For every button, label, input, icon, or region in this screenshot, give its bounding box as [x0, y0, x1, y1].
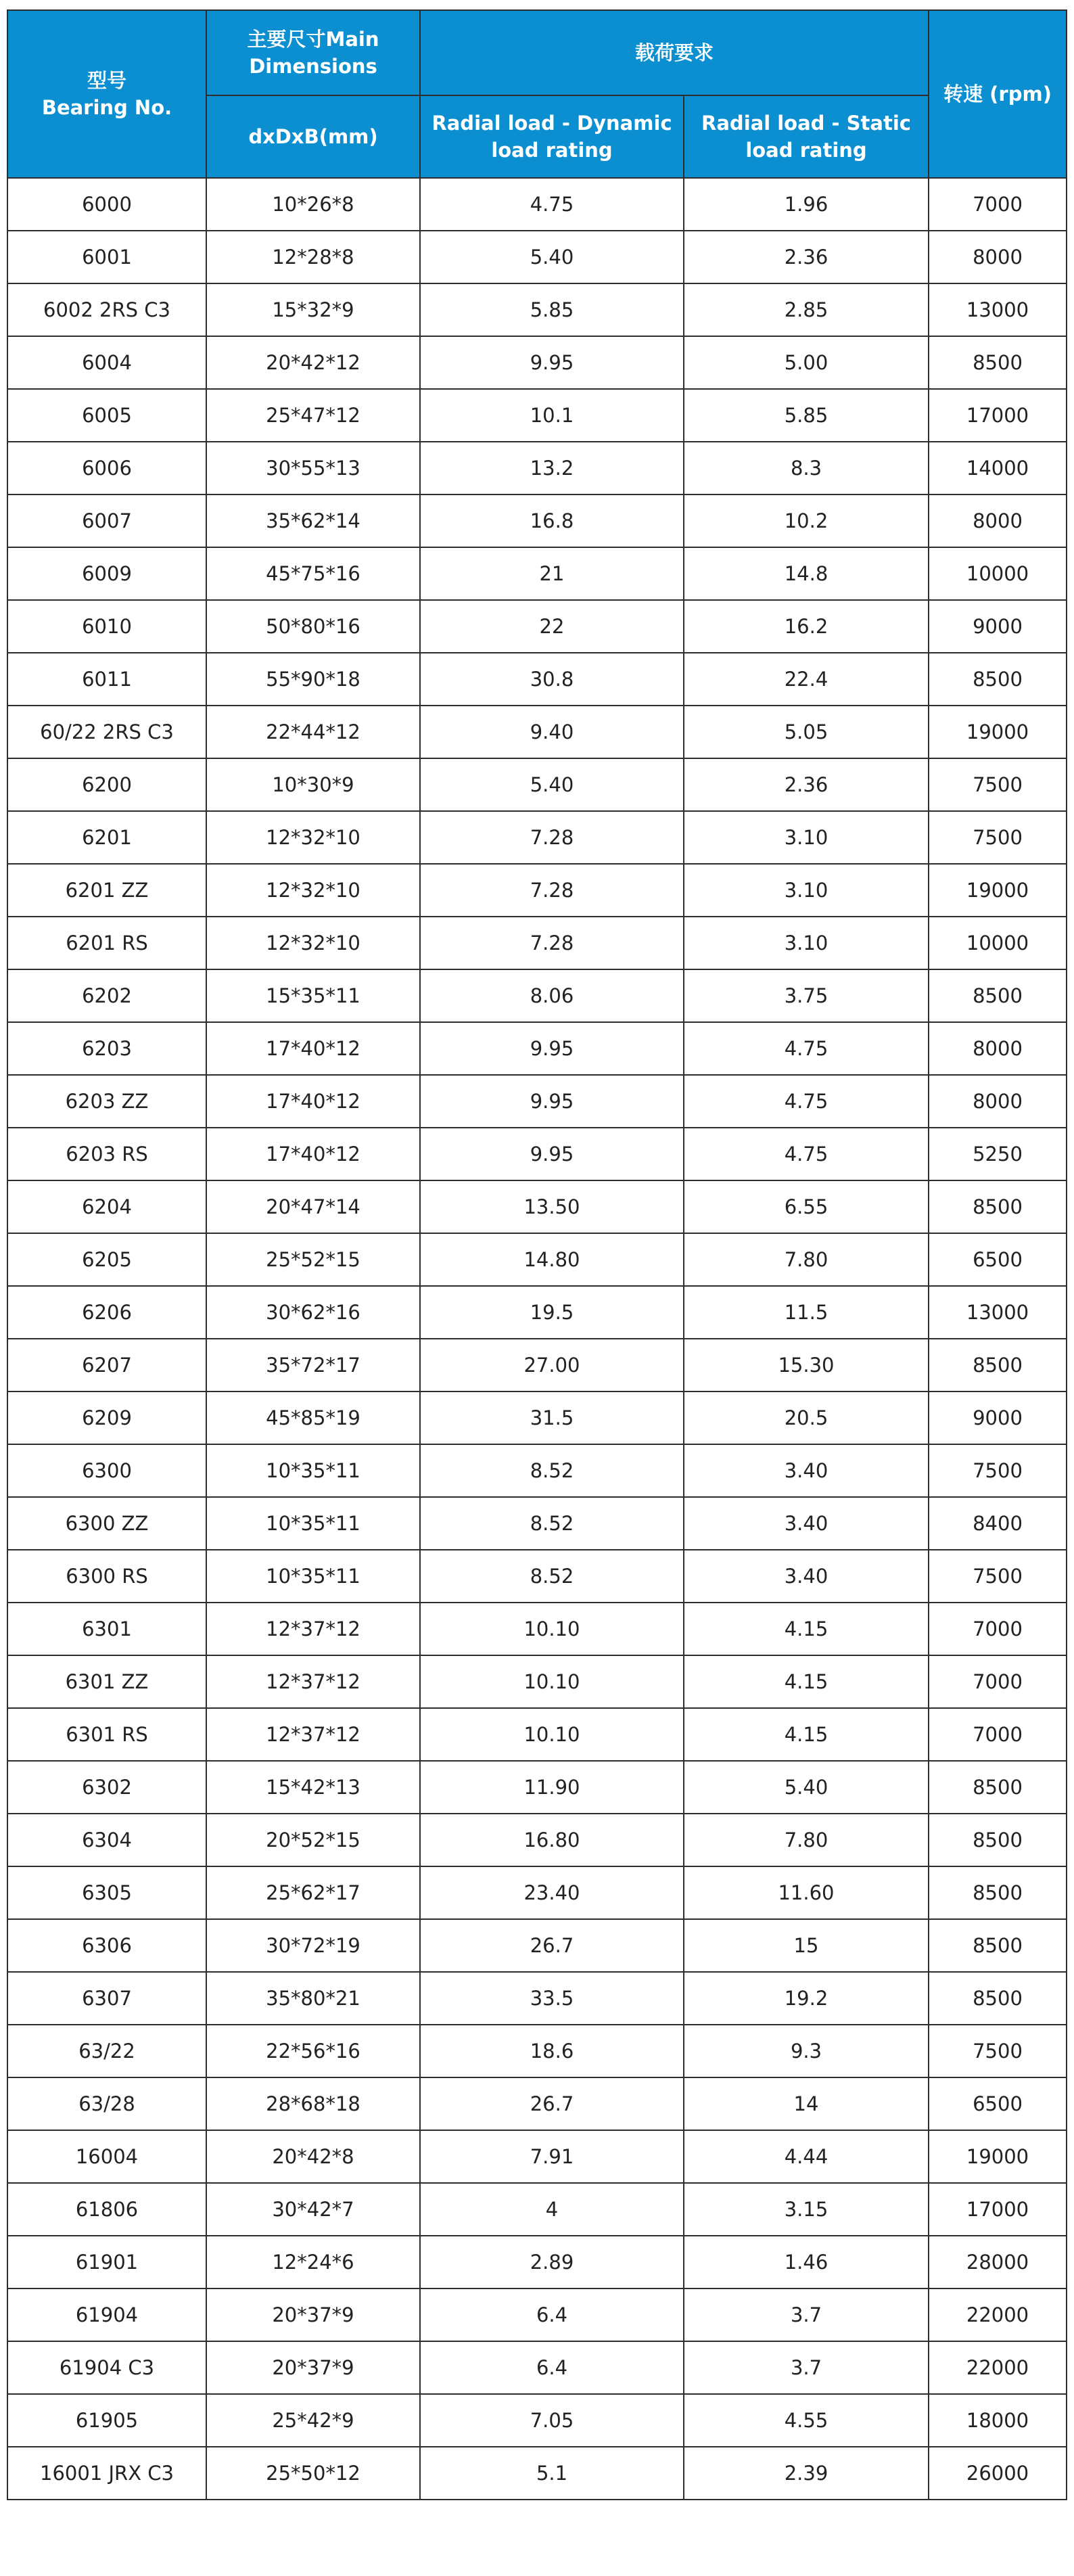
bearing-no-cell: 61904: [7, 2288, 206, 2341]
bearing-no-cell: 6204: [7, 1180, 206, 1233]
dynamic-load-cell: 7.91: [420, 2130, 684, 2183]
dimensions-cell: 30*62*16: [206, 1286, 420, 1339]
dimensions-cell: 12*37*12: [206, 1708, 420, 1761]
bearing-no-cell: 6201 RS: [7, 917, 206, 969]
dynamic-load-cell: 5.40: [420, 231, 684, 283]
bearing-no-cell: 6202: [7, 969, 206, 1022]
static-load-header: [684, 95, 929, 178]
dynamic-load-header: [420, 95, 684, 178]
table-row: [7, 1919, 1067, 1972]
bearing-no-cell: 6007: [7, 495, 206, 547]
table-row: [7, 811, 1067, 864]
dimensions-cell: 12*32*10: [206, 864, 420, 917]
dynamic-load-cell: 9.95: [420, 1022, 684, 1075]
speed-cell: 8500: [929, 1761, 1067, 1814]
bearing-no-cell: 16001 JRX C3: [7, 2447, 206, 2500]
table-row: [7, 2394, 1067, 2447]
dimensions-header-line1: 主要尺寸Main: [247, 28, 379, 51]
dimensions-header: [206, 10, 420, 95]
static-load-cell: 3.7: [684, 2288, 929, 2341]
table-row: [7, 2130, 1067, 2183]
dimensions-cell: 12*28*8: [206, 231, 420, 283]
speed-cell: 14000: [929, 442, 1067, 495]
bearing-no-cell: 6305: [7, 1866, 206, 1919]
bearing-no-cell: 6301 ZZ: [7, 1655, 206, 1708]
dynamic-load-cell: 11.90: [420, 1761, 684, 1814]
dimensions-cell: 35*80*21: [206, 1972, 420, 2025]
speed-cell: 8000: [929, 495, 1067, 547]
bearing-no-cell: 63/28: [7, 2077, 206, 2130]
static-load-cell: 3.10: [684, 917, 929, 969]
table-row: [7, 547, 1067, 600]
dynamic-load-cell: 26.7: [420, 1919, 684, 1972]
speed-cell: 8500: [929, 1814, 1067, 1866]
bearing-no-cell: 6201: [7, 811, 206, 864]
static-load-cell: 8.3: [684, 442, 929, 495]
bearing-no-cell: 6206: [7, 1286, 206, 1339]
speed-cell: 8500: [929, 653, 1067, 706]
dynamic-load-cell: 5.40: [420, 758, 684, 811]
bearing-no-cell: 61901: [7, 2236, 206, 2288]
table-row: [7, 1233, 1067, 1286]
speed-cell: 7500: [929, 2025, 1067, 2077]
dimensions-cell: 20*52*15: [206, 1814, 420, 1866]
static-load-cell: 5.85: [684, 389, 929, 442]
speed-cell: 19000: [929, 2130, 1067, 2183]
speed-cell: 8500: [929, 1919, 1067, 1972]
table-row: [7, 1444, 1067, 1497]
table-row: [7, 1866, 1067, 1919]
static-load-cell: 14.8: [684, 547, 929, 600]
dimensions-cell: 17*40*12: [206, 1128, 420, 1180]
dimensions-cell: 25*42*9: [206, 2394, 420, 2447]
bearing-no-cell: 6001: [7, 231, 206, 283]
bearing-no-cell: 6205: [7, 1233, 206, 1286]
table-row: [7, 1128, 1067, 1180]
dimensions-cell: 22*56*16: [206, 2025, 420, 2077]
table-row: [7, 1655, 1067, 1708]
dynamic-load-header-line2: load rating: [491, 139, 613, 162]
dynamic-load-cell: 30.8: [420, 653, 684, 706]
dimensions-cell: 10*35*11: [206, 1550, 420, 1603]
static-load-cell: 3.40: [684, 1444, 929, 1497]
static-load-cell: 11.60: [684, 1866, 929, 1919]
static-load-cell: 2.36: [684, 758, 929, 811]
speed-cell: 7500: [929, 758, 1067, 811]
dynamic-load-cell: 9.95: [420, 1128, 684, 1180]
static-load-cell: 3.40: [684, 1550, 929, 1603]
dimensions-cell: 30*55*13: [206, 442, 420, 495]
dynamic-load-cell: 9.95: [420, 1075, 684, 1128]
speed-cell: 5250: [929, 1128, 1067, 1180]
dynamic-load-cell: 8.06: [420, 969, 684, 1022]
speed-cell: 6500: [929, 1233, 1067, 1286]
table-row: [7, 2236, 1067, 2288]
dimensions-subheader: dxDxB(mm): [206, 95, 420, 178]
bearing-no-cell: 16004: [7, 2130, 206, 2183]
table-row: [7, 706, 1067, 758]
speed-cell: 18000: [929, 2394, 1067, 2447]
static-load-cell: 9.3: [684, 2025, 929, 2077]
dynamic-load-cell: 10.10: [420, 1655, 684, 1708]
bearing-no-cell: 6201 ZZ: [7, 864, 206, 917]
static-load-cell: 3.10: [684, 864, 929, 917]
bearing-no-cell: 6304: [7, 1814, 206, 1866]
load-requirements-header: 载荷要求: [420, 10, 929, 95]
bearing-no-cell: 6005: [7, 389, 206, 442]
dynamic-load-cell: 6.4: [420, 2341, 684, 2394]
dimensions-cell: 12*37*12: [206, 1655, 420, 1708]
dimensions-cell: 10*35*11: [206, 1497, 420, 1550]
bearing-no-cell: 6300: [7, 1444, 206, 1497]
static-load-cell: 7.80: [684, 1814, 929, 1866]
static-load-cell: 16.2: [684, 600, 929, 653]
dimensions-cell: 17*40*12: [206, 1022, 420, 1075]
dynamic-load-cell: 4: [420, 2183, 684, 2236]
static-load-header-line2: load rating: [745, 139, 867, 162]
dimensions-header-line2: Dimensions: [249, 55, 377, 78]
table-row: [7, 1075, 1067, 1128]
table-row: [7, 864, 1067, 917]
table-row: [7, 1550, 1067, 1603]
static-load-cell: 10.2: [684, 495, 929, 547]
speed-cell: 17000: [929, 2183, 1067, 2236]
speed-cell: 7000: [929, 178, 1067, 231]
speed-cell: 7000: [929, 1655, 1067, 1708]
dimensions-cell: 45*75*16: [206, 547, 420, 600]
speed-cell: 8000: [929, 1075, 1067, 1128]
bearing-no-cell: 6200: [7, 758, 206, 811]
table-row: [7, 231, 1067, 283]
static-load-cell: 5.05: [684, 706, 929, 758]
bearing-no-cell: 6300 RS: [7, 1550, 206, 1603]
dynamic-load-cell: 9.95: [420, 336, 684, 389]
static-load-cell: 15: [684, 1919, 929, 1972]
dynamic-load-cell: 22: [420, 600, 684, 653]
dynamic-load-cell: 7.28: [420, 917, 684, 969]
dimensions-cell: 25*62*17: [206, 1866, 420, 1919]
table-row: [7, 1708, 1067, 1761]
static-load-cell: 4.75: [684, 1022, 929, 1075]
speed-cell: 8400: [929, 1497, 1067, 1550]
speed-cell: 22000: [929, 2341, 1067, 2394]
static-load-cell: 4.75: [684, 1128, 929, 1180]
dimensions-cell: 45*85*19: [206, 1392, 420, 1444]
speed-cell: 9000: [929, 600, 1067, 653]
table-row: [7, 758, 1067, 811]
dimensions-cell: 20*37*9: [206, 2341, 420, 2394]
table-row: [7, 1603, 1067, 1655]
dynamic-load-cell: 7.28: [420, 811, 684, 864]
static-load-cell: 20.5: [684, 1392, 929, 1444]
speed-cell: 8500: [929, 1339, 1067, 1392]
bearing-no-cell: 6203 ZZ: [7, 1075, 206, 1128]
dynamic-load-cell: 4.75: [420, 178, 684, 231]
dynamic-load-cell: 13.2: [420, 442, 684, 495]
table-row: [7, 1392, 1067, 1444]
table-row: [7, 1180, 1067, 1233]
dimensions-cell: 25*47*12: [206, 389, 420, 442]
header-row-top: [7, 10, 1067, 95]
speed-cell: 28000: [929, 2236, 1067, 2288]
static-load-cell: 22.4: [684, 653, 929, 706]
bearing-no-header-en: Bearing No.: [41, 96, 172, 119]
dimensions-cell: 25*50*12: [206, 2447, 420, 2500]
bearing-no-cell: 6203 RS: [7, 1128, 206, 1180]
speed-header: 转速 (rpm): [929, 10, 1067, 178]
dimensions-cell: 30*42*7: [206, 2183, 420, 2236]
bearing-no-cell: 6207: [7, 1339, 206, 1392]
table-row: [7, 969, 1067, 1022]
table-row: [7, 1339, 1067, 1392]
bearing-no-cell: 6307: [7, 1972, 206, 2025]
speed-cell: 13000: [929, 283, 1067, 336]
table-row: [7, 336, 1067, 389]
table-row: [7, 1814, 1067, 1866]
static-load-cell: 4.44: [684, 2130, 929, 2183]
bearing-no-cell: 60/22 2RS C3: [7, 706, 206, 758]
dynamic-load-cell: 9.40: [420, 706, 684, 758]
dimensions-cell: 20*42*8: [206, 2130, 420, 2183]
bearing-no-header: [7, 10, 206, 178]
dimensions-cell: 35*62*14: [206, 495, 420, 547]
static-load-cell: 4.15: [684, 1655, 929, 1708]
static-load-cell: 7.80: [684, 1233, 929, 1286]
bearing-no-cell: 6300 ZZ: [7, 1497, 206, 1550]
static-load-cell: 5.00: [684, 336, 929, 389]
table-row: [7, 2341, 1067, 2394]
dimensions-cell: 30*72*19: [206, 1919, 420, 1972]
dimensions-cell: 17*40*12: [206, 1075, 420, 1128]
dimensions-cell: 22*44*12: [206, 706, 420, 758]
static-load-cell: 19.2: [684, 1972, 929, 2025]
static-load-cell: 4.75: [684, 1075, 929, 1128]
static-load-cell: 4.15: [684, 1603, 929, 1655]
static-load-cell: 3.40: [684, 1497, 929, 1550]
static-load-cell: 3.15: [684, 2183, 929, 2236]
speed-cell: 17000: [929, 389, 1067, 442]
dynamic-load-cell: 8.52: [420, 1444, 684, 1497]
table-row: [7, 2447, 1067, 2500]
table-row: [7, 1761, 1067, 1814]
dimensions-cell: 35*72*17: [206, 1339, 420, 1392]
table-row: [7, 1497, 1067, 1550]
dynamic-load-cell: 18.6: [420, 2025, 684, 2077]
bearing-no-cell: 6011: [7, 653, 206, 706]
speed-cell: 7000: [929, 1708, 1067, 1761]
dynamic-load-cell: 10.10: [420, 1708, 684, 1761]
speed-cell: 13000: [929, 1286, 1067, 1339]
bearing-no-cell: 6006: [7, 442, 206, 495]
dynamic-load-cell: 7.28: [420, 864, 684, 917]
static-load-header-line1: Radial load - Static: [701, 112, 911, 135]
table-row: [7, 600, 1067, 653]
dimensions-cell: 12*24*6: [206, 2236, 420, 2288]
table-row: [7, 389, 1067, 442]
dimensions-cell: 28*68*18: [206, 2077, 420, 2130]
table-row: [7, 1286, 1067, 1339]
dynamic-load-cell: 14.80: [420, 1233, 684, 1286]
bearing-no-cell: 63/22: [7, 2025, 206, 2077]
speed-cell: 8500: [929, 1180, 1067, 1233]
dynamic-load-cell: 16.8: [420, 495, 684, 547]
table-row: [7, 2077, 1067, 2130]
speed-cell: 8500: [929, 1972, 1067, 2025]
static-load-cell: 5.40: [684, 1761, 929, 1814]
bearing-no-cell: 61806: [7, 2183, 206, 2236]
dynamic-load-cell: 6.4: [420, 2288, 684, 2341]
dimensions-cell: 10*26*8: [206, 178, 420, 231]
dynamic-load-cell: 5.85: [420, 283, 684, 336]
static-load-cell: 14: [684, 2077, 929, 2130]
dynamic-load-cell: 27.00: [420, 1339, 684, 1392]
speed-cell: 10000: [929, 547, 1067, 600]
dynamic-load-cell: 21: [420, 547, 684, 600]
dimensions-cell: 12*32*10: [206, 917, 420, 969]
speed-cell: 8000: [929, 231, 1067, 283]
table-row: [7, 178, 1067, 231]
speed-cell: 22000: [929, 2288, 1067, 2341]
dimensions-cell: 15*42*13: [206, 1761, 420, 1814]
static-load-cell: 3.10: [684, 811, 929, 864]
speed-cell: 8500: [929, 336, 1067, 389]
dimensions-cell: 50*80*16: [206, 600, 420, 653]
dimensions-cell: 20*47*14: [206, 1180, 420, 1233]
static-load-cell: 15.30: [684, 1339, 929, 1392]
speed-cell: 10000: [929, 917, 1067, 969]
dimensions-cell: 12*32*10: [206, 811, 420, 864]
speed-cell: 7500: [929, 1550, 1067, 1603]
dimensions-cell: 15*35*11: [206, 969, 420, 1022]
table-row: [7, 1972, 1067, 2025]
dynamic-load-cell: 33.5: [420, 1972, 684, 2025]
dimensions-cell: 10*35*11: [206, 1444, 420, 1497]
table-row: [7, 2183, 1067, 2236]
bearing-no-header-cn: 型号: [87, 69, 126, 92]
speed-cell: 8000: [929, 1022, 1067, 1075]
dynamic-load-cell: 31.5: [420, 1392, 684, 1444]
dynamic-load-cell: 19.5: [420, 1286, 684, 1339]
static-load-cell: 2.36: [684, 231, 929, 283]
bearing-no-cell: 6306: [7, 1919, 206, 1972]
bearing-spec-table: [7, 9, 1067, 2500]
speed-cell: 8500: [929, 969, 1067, 1022]
dynamic-load-cell: 5.1: [420, 2447, 684, 2500]
bearing-no-cell: 6002 2RS C3: [7, 283, 206, 336]
dynamic-load-cell: 13.50: [420, 1180, 684, 1233]
dimensions-cell: 15*32*9: [206, 283, 420, 336]
table-header: [7, 10, 1067, 178]
table-row: [7, 2288, 1067, 2341]
bearing-no-cell: 6301 RS: [7, 1708, 206, 1761]
speed-cell: 7500: [929, 1444, 1067, 1497]
table-row: [7, 442, 1067, 495]
speed-cell: 19000: [929, 706, 1067, 758]
bearing-no-cell: 6000: [7, 178, 206, 231]
static-load-cell: 4.55: [684, 2394, 929, 2447]
static-load-cell: 3.7: [684, 2341, 929, 2394]
speed-cell: 9000: [929, 1392, 1067, 1444]
bearing-no-cell: 6302: [7, 1761, 206, 1814]
bearing-no-cell: 6009: [7, 547, 206, 600]
bearing-no-cell: 6010: [7, 600, 206, 653]
static-load-cell: 1.96: [684, 178, 929, 231]
table-row: [7, 2025, 1067, 2077]
static-load-cell: 3.75: [684, 969, 929, 1022]
dynamic-load-cell: 16.80: [420, 1814, 684, 1866]
speed-cell: 7000: [929, 1603, 1067, 1655]
static-load-cell: 1.46: [684, 2236, 929, 2288]
bearing-no-cell: 6203: [7, 1022, 206, 1075]
dynamic-load-cell: 10.10: [420, 1603, 684, 1655]
static-load-cell: 11.5: [684, 1286, 929, 1339]
table-body: [7, 178, 1067, 2500]
table-row: [7, 1022, 1067, 1075]
speed-cell: 8500: [929, 1866, 1067, 1919]
dynamic-load-cell: 23.40: [420, 1866, 684, 1919]
speed-cell: 6500: [929, 2077, 1067, 2130]
bearing-no-cell: 6209: [7, 1392, 206, 1444]
static-load-cell: 2.39: [684, 2447, 929, 2500]
dynamic-load-cell: 26.7: [420, 2077, 684, 2130]
dimensions-cell: 55*90*18: [206, 653, 420, 706]
bearing-no-cell: 61905: [7, 2394, 206, 2447]
table-row: [7, 495, 1067, 547]
bearing-no-cell: 6301: [7, 1603, 206, 1655]
static-load-cell: 6.55: [684, 1180, 929, 1233]
dynamic-load-cell: 8.52: [420, 1550, 684, 1603]
dynamic-load-cell: 8.52: [420, 1497, 684, 1550]
dimensions-cell: 20*42*12: [206, 336, 420, 389]
table-row: [7, 283, 1067, 336]
dimensions-cell: 10*30*9: [206, 758, 420, 811]
dimensions-cell: 12*37*12: [206, 1603, 420, 1655]
static-load-cell: 4.15: [684, 1708, 929, 1761]
speed-cell: 26000: [929, 2447, 1067, 2500]
static-load-cell: 2.85: [684, 283, 929, 336]
dimensions-cell: 20*37*9: [206, 2288, 420, 2341]
table-row: [7, 917, 1067, 969]
dynamic-load-cell: 7.05: [420, 2394, 684, 2447]
dynamic-load-cell: 2.89: [420, 2236, 684, 2288]
dynamic-load-cell: 10.1: [420, 389, 684, 442]
table-row: [7, 653, 1067, 706]
dimensions-cell: 25*52*15: [206, 1233, 420, 1286]
bearing-no-cell: 6004: [7, 336, 206, 389]
dynamic-load-header-line1: Radial load - Dynamic: [431, 112, 672, 135]
bearing-no-cell: 61904 C3: [7, 2341, 206, 2394]
speed-cell: 7500: [929, 811, 1067, 864]
speed-cell: 19000: [929, 864, 1067, 917]
